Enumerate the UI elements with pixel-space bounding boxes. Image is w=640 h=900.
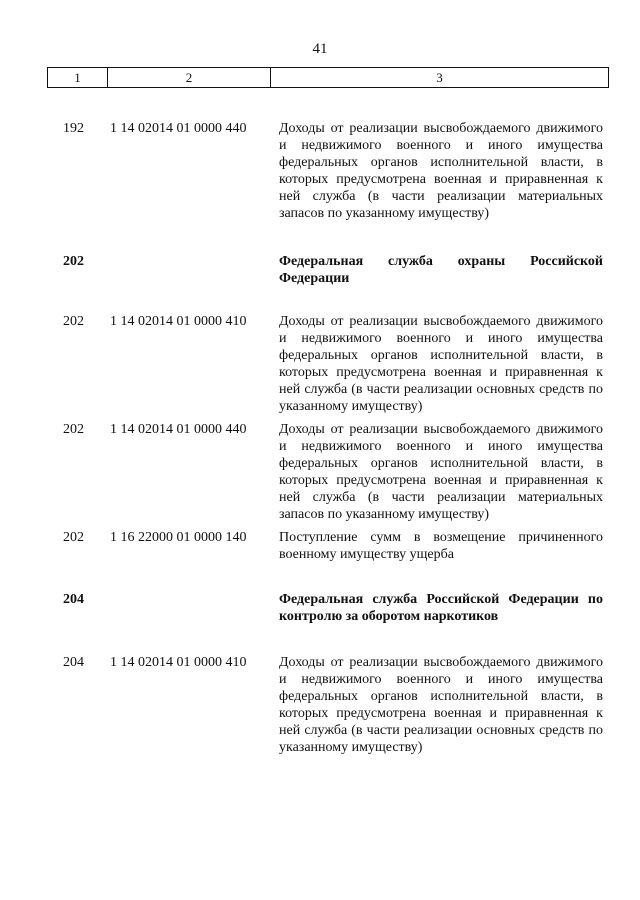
header-col-3: 3 (436, 70, 443, 85)
table-header (47, 67, 609, 88)
kbk-code: 1 14 02014 01 0000 410 (110, 314, 247, 329)
row-description: Доходы от реализации высвобождаемого движимого и недвижимого военного и иного имущества федеральных органов исполнительной власти, в которых предусмотрена военная и приравненная к ней служба (в части реализации основных средств по указанному имуществу) (279, 655, 603, 755)
row-description: Доходы от реализации высвобождаемого движимого и недвижимого военного и иного имущества федеральных органов исполнительной власти, в которых предусмотрена военная и приравненная к ней служба (в части реализации материальных запасов по указанному имуществу) (279, 121, 603, 221)
page-number: 41 (312, 41, 328, 57)
agency-name: Федеральная служба Российской Федерации по контролю за оборотом наркотиков (279, 592, 603, 624)
admin-code: 202 (63, 422, 84, 437)
admin-code: 202 (63, 314, 84, 329)
kbk-code: 1 14 02014 01 0000 410 (110, 655, 247, 670)
admin-code: 204 (63, 655, 84, 670)
kbk-code: 1 14 02014 01 0000 440 (110, 121, 247, 136)
kbk-code: 1 14 02014 01 0000 440 (110, 422, 247, 437)
kbk-code: 1 16 22000 01 0000 140 (110, 530, 247, 545)
agency-name: Федеральная служба охраны Российской Федерации (279, 254, 603, 286)
row-description: Доходы от реализации высвобождаемого движимого и недвижимого военного и иного имущества федеральных органов исполнительной власти, в которых предусмотрена военная и приравненная к ней служба (в части реализации материальных запасов по указанному имуществу) (279, 422, 603, 522)
admin-code: 192 (63, 121, 84, 136)
row-description: Доходы от реализации высвобождаемого движимого и недвижимого военного и иного имущества федеральных органов исполнительной власти, в которых предусмотрена военная и приравненная к ней служба (в части реализации основных средств по указанному имуществу) (279, 314, 603, 414)
header-col-1: 1 (48, 68, 108, 87)
header-col-2: 2 (108, 68, 271, 87)
admin-code: 202 (63, 254, 84, 269)
row-description: Поступление сумм в возмещение причиненного военному имуществу ущерба (279, 530, 603, 562)
admin-code: 204 (63, 592, 84, 607)
admin-code: 202 (63, 530, 84, 545)
